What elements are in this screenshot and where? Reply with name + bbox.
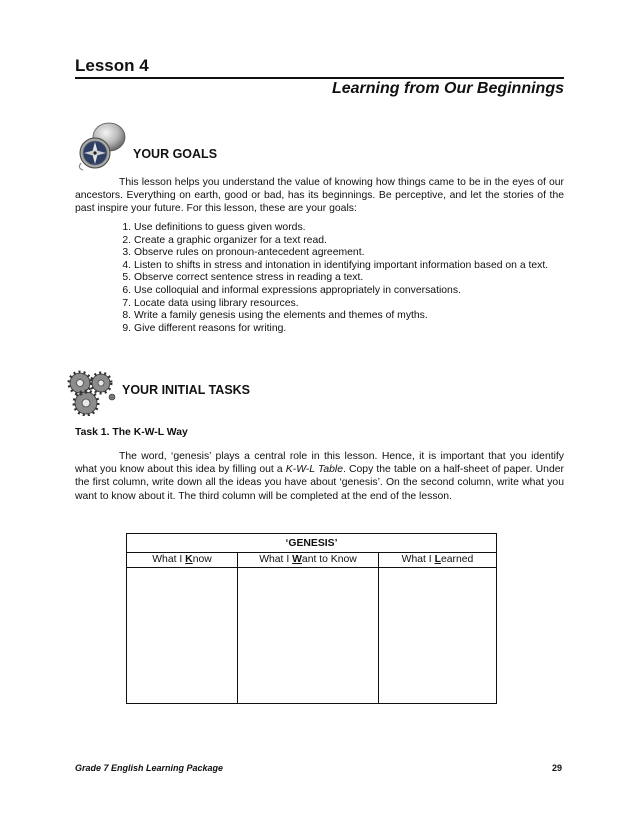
list-item: 1. Use definitions to guess given words. [122, 222, 306, 233]
task1-instructions: The word, ‘genesis’ plays a central role in this lesson. Hence, it is important that you identify what you know about this idea by filling out a K-W-L Table. Copy the table on a half-sheet of paper. Under the first column, write down all the ideas you have about ‘genesis’. On the second column, write what you want to know about it. The third column will be completed at the end of the lesson. [75, 451, 564, 502]
list-item: 2. Create a graphic organizer for a text read. [122, 234, 327, 246]
list-item: 3. Observe rules on pronoun-antecedent agreement. [122, 247, 365, 259]
task1-title: Task 1. The K-W-L Way [75, 427, 188, 438]
kwl-cell-learned [379, 568, 496, 703]
goals-list [119, 222, 548, 335]
list-item: 7. Locate data using library resources. [122, 297, 299, 309]
footer-title: Grade 7 English Learning Package [75, 763, 224, 773]
page-number: 29 [551, 763, 562, 773]
kwl-emphasis: K-W-L Table [285, 464, 344, 476]
compass-icon [73, 120, 129, 176]
list-item: 8. Write a family genesis using the elements and themes of myths. [122, 310, 428, 322]
kwl-table [126, 533, 497, 704]
tasks-heading: YOUR INITIAL TASKS [122, 383, 251, 397]
list-item: 5. Observe correct sentence stress in reading a text. [122, 272, 364, 284]
kwl-cell-know [127, 568, 238, 703]
lesson-number: Lesson 4 [75, 56, 149, 75]
kwl-column-want: What I Want to Know [238, 553, 379, 567]
list-item: 4. Listen to shifts in stress and intonation in identifying important information based on a text. [122, 259, 549, 271]
goals-heading: YOUR GOALS [133, 147, 218, 161]
kwl-column-know: What I Know [127, 553, 238, 567]
gears-icon [66, 370, 120, 416]
list-item: 9. Give different reasons for writing. [122, 322, 287, 334]
lesson-title: Learning from Our Beginnings [331, 80, 564, 97]
kwl-table-title: ‘GENESIS’ [127, 534, 496, 553]
kwl-body-row [127, 568, 496, 703]
goals-intro: This lesson helps you understand the value of knowing how things came to be in the eyes of our ancestors. Everything on earth, good or bad, has its beginnings. Be perceptive, and let the stories of the past inspire your future. For this lesson, these are your goals: [75, 177, 564, 215]
list-item: 6. Use colloquial and informal expressions appropriately in conversations. [122, 284, 461, 296]
kwl-column-learned: What I Learned [401, 554, 474, 565]
kwl-header-row [127, 553, 496, 568]
kwl-cell-want [238, 568, 379, 703]
header-rule [75, 77, 564, 79]
